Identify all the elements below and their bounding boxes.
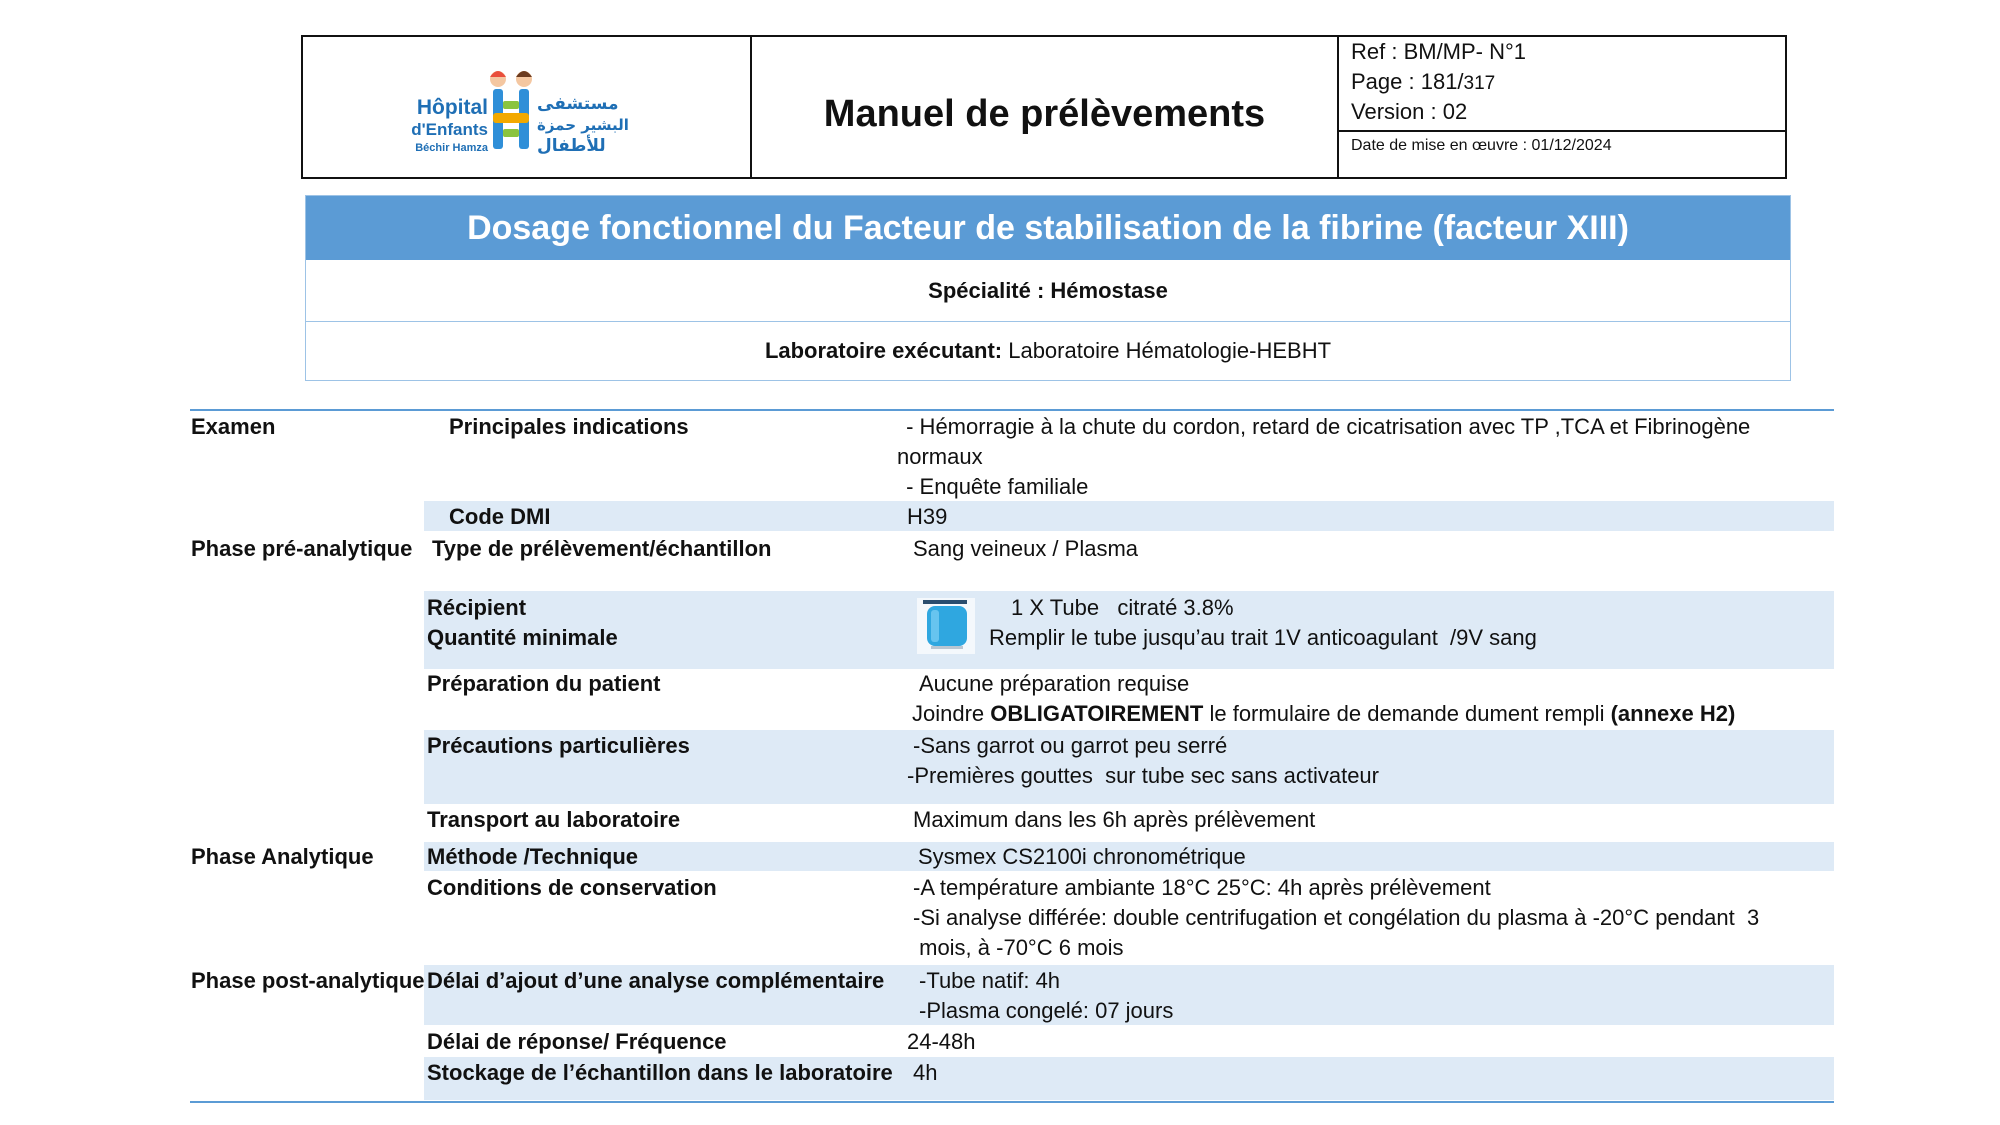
page-total: 317 <box>1463 73 1496 94</box>
implementation-date: Date de mise en œuvre : 01/12/2024 <box>1351 137 1612 154</box>
patient-prep-label: Préparation du patient <box>427 671 661 696</box>
method-value: Sysmex CS2100i chronométrique <box>918 844 1246 869</box>
executing-lab <box>306 321 1790 380</box>
patient-prep-line-2 <box>912 699 1735 729</box>
logo-text-ar-2: البشير حمزة <box>537 116 629 134</box>
prep-text-2: le formulaire de demande dument rempli <box>1203 701 1611 726</box>
logo-text-fr-2: d'Enfants <box>411 120 488 139</box>
document-header <box>301 35 1787 179</box>
container-value: 1 X Tube citraté 3.8% <box>1011 595 1234 620</box>
version: Version : 02 <box>1351 99 1468 124</box>
test-title: Dosage fonctionnel du Facteur de stabilisation de la fibrine (facteur XIII) <box>306 196 1790 260</box>
executing-lab-label: Laboratoire exécutant: <box>764 337 1003 363</box>
container-label: Récipient <box>427 595 527 620</box>
document-title: Manuel de prélèvements <box>823 92 1266 135</box>
storage-conditions-label: Conditions de conservation <box>427 875 717 900</box>
sample-type-label: Type de prélèvement/échantillon <box>432 536 772 561</box>
page-label: Page : 181/ <box>1351 69 1464 94</box>
phase-analytique: Phase Analytique <box>191 844 374 869</box>
executing-lab-value: Laboratoire Hématologie-HEBHT <box>1002 337 1332 363</box>
precautions-line-1: -Sans garrot ou garrot peu serré <box>913 733 1228 758</box>
sample-storage-label: Stockage de l’échantillon dans le laboratoire <box>427 1060 893 1085</box>
ref-number: Ref : BM/MP- N°1 <box>1351 39 1527 64</box>
sample-type-value: Sang veineux / Plasma <box>913 536 1139 561</box>
storage-conditions-line-3: mois, à -70°C 6 mois <box>913 935 1124 960</box>
specialty: Spécialité : Hémostase <box>306 260 1790 322</box>
reference-block <box>1339 37 1785 177</box>
row-shade <box>424 501 1834 531</box>
patient-prep-line-1: Aucune préparation requise <box>919 671 1190 696</box>
min-quantity-label: Quantité minimale <box>427 625 618 650</box>
code-dmi-label: Code DMI <box>449 504 551 529</box>
min-quantity-value: Remplir le tube jusqu’au trait 1V anticoagulant /9V sang <box>989 625 1537 650</box>
code-dmi-value: H39 <box>907 504 948 529</box>
indications-label: Principales indications <box>449 414 689 439</box>
test-title-panel <box>305 195 1791 381</box>
transport-label: Transport au laboratoire <box>427 807 681 832</box>
hospital-logo-graphic <box>303 37 750 177</box>
blue-cap-tube-icon <box>917 598 975 654</box>
precautions-line-2: -Premières gouttes sur tube sec sans activateur <box>907 763 1379 788</box>
transport-value: Maximum dans les 6h après prélèvement <box>913 807 1316 832</box>
storage-conditions-line-2: -Si analyse différée: double centrifugation et congélation du plasma à -20°C pendant 3 <box>913 905 1760 930</box>
add-on-delay-label: Délai d’ajout d’une analyse complémentaire <box>427 968 885 993</box>
add-on-delay-line-2: -Plasma congelé: 07 jours <box>919 998 1174 1023</box>
prep-annex: (annexe H2) <box>1610 701 1736 726</box>
indications-line-1: - Hémorragie à la chute du cordon, retard de cicatrisation avec TP ,TCA et Fibrinogène <box>900 414 1751 439</box>
turnaround-value: 24-48h <box>907 1029 976 1054</box>
page-number <box>1351 69 1495 95</box>
storage-conditions-line-1: -A température ambiante 18°C 25°C: 4h après prélèvement <box>913 875 1491 900</box>
hospital-logo <box>303 37 750 177</box>
add-on-delay-line-1: -Tube natif: 4h <box>919 968 1061 993</box>
logo-text-ar-3: للأطفال <box>537 136 606 156</box>
logo-text-fr-3: Béchir Hamza <box>415 142 488 154</box>
prep-text-1: Joindre <box>912 701 991 726</box>
logo-text-fr-1: Hôpital <box>416 96 488 119</box>
phase-post-analytique: Phase post-analytique <box>191 968 425 993</box>
table-top-rule <box>190 409 1834 411</box>
prep-mandatory: OBLIGATOIREMENT <box>990 701 1204 726</box>
indications-line-2: normaux <box>897 444 983 469</box>
sample-storage-value: 4h <box>913 1060 938 1085</box>
phase-examen: Examen <box>191 414 276 439</box>
indications-line-3: - Enquête familiale <box>900 474 1089 499</box>
method-label: Méthode /Technique <box>427 844 639 869</box>
precautions-label: Précautions particulières <box>427 733 690 758</box>
table-bottom-rule <box>190 1101 1834 1103</box>
logo-text-ar-1: مستشفى <box>537 94 619 114</box>
ref-divider <box>1339 130 1785 132</box>
phase-pre-analytique: Phase pré-analytique <box>191 536 413 561</box>
turnaround-label: Délai de réponse/ Fréquence <box>427 1029 727 1054</box>
